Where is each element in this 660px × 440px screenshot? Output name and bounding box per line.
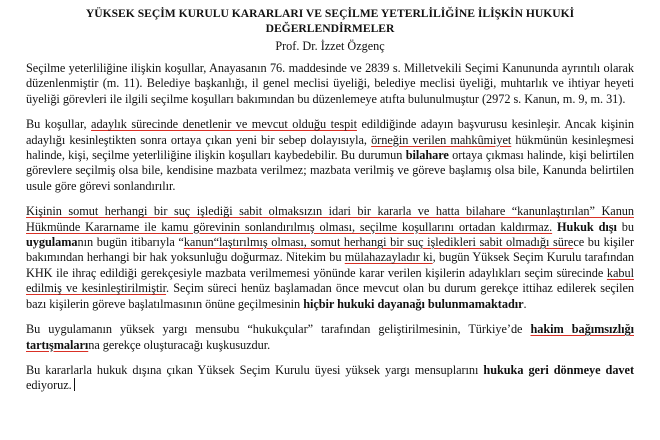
p2-text-1: Bu koşullar,: [26, 117, 92, 132]
paragraph-4[interactable]: [26, 322, 634, 353]
p4-text-2: na gerekçe oluşturacağı kuşkusuzdur.: [88, 337, 271, 352]
p3-underline-3: mülahazayladır ki: [344, 250, 433, 265]
document-title: YÜKSEK SEÇİM KURULU KARARLARI VE SEÇİLME YETERLİLİĞİNE İLİŞKİN HUKUKİ DEĞERLENDİRMELER: [85, 7, 575, 35]
p4-text-1: Bu uygulamanın yüksek yargı mensubu “hukukçular” tarafından geliştirilmesinin, Türkiye’de: [26, 322, 531, 337]
p3-text-6: .: [523, 296, 527, 311]
paragraph-1[interactable]: Seçilme yeterliliğine ilişkin koşullar, Anayasanın 76. maddesinde ve 2839 s. Milletvekili Seçimi Kanununda ayrıntılı olarak düzenlenmiştir (m. 11). Belediye başkanlığı, il genel meclisi üyeliği, belediye meclisi üyeliği, muhtarlık ve ihtiyar heyeti üyeliği görevleri ile ilgili seçilme koşulları bakımından bu düzenlemeye atıfta bulunulmuştur (2972 s. Kanun, m. 9, m. 31).: [26, 61, 634, 106]
p3-text-5: . Seçim süreci henüz başlamadan önce mevcut olan bu durum gerekçe ittihaz edilerek seçilen bazı kişilerin göreve başlatılmasının önüne geçilmesinin: [26, 281, 634, 311]
p3-underline-4: kabul edilmiş ve kesinleştirilmiştir: [26, 265, 634, 296]
paragraph-3[interactable]: [26, 204, 634, 312]
p2-underline-1: adaylık sürecinde denetlenir ve mevcut olduğu tespit: [91, 117, 357, 132]
p3-underline-1: Kişinin somut herhangi bir suç işlediği sabit olmaksızın idari bir kararla ve hatta bilahare “kanunlaştırılan” Kanun Hükmünde Kararname ile kamu görevinin sonlandırılmış olması, seçilme koşullarını ortadan kaldırmaz.: [26, 204, 634, 234]
paragraph-5[interactable]: [26, 363, 634, 394]
p2-text-4: ortaya çıkması halinde, kişi belirtilen görevlere seçilmiş olsa bile, kendisine mazbata verilmez; mazbata verilmiş ve göreve başlamış olsa bile, Kanunda belirtilen usule göre görevi sonlandırılır.: [26, 148, 634, 193]
p3-bold-3: hiçbir hukuki dayanağı bulunmamaktadır: [303, 296, 524, 311]
p3-text-1: bu: [616, 219, 634, 234]
text-cursor: [74, 378, 75, 391]
p3-text-4: , bugün Yüksek Seçim Kurulu tarafından KHK ile ihraç edildiği gerekçesiyle mazbata verilmemesi yönünde karar verilen kişilerin adaylıkları seçim sürecinde: [26, 250, 634, 280]
p2-underline-2: örneğin verilen mahkûmiyet: [371, 132, 512, 147]
p2-bold-1: bilahare: [405, 148, 449, 163]
p4-bold-1: hakim bağımsızlığı tartışmaları: [26, 322, 634, 352]
p3-bold-1: Hukuk dışı: [552, 219, 617, 234]
p2-text-2: edildiğinde adayın başvurusu kesinleşir. Ancak kişinin adaylığı kesinleştikten sonra ortaya çıkan yeni bir sebep dolayısıyla,: [26, 117, 634, 147]
p3-text-3: ce bu kişiler bakımından herhangi bir hak yoksunluğu doğurmaz. Nitekim bu: [26, 235, 634, 265]
p5-text-1: Bu kararlarla hukuk dışına çıkan Yüksek Seçim Kurulu üyesi yüksek yargı mensuplarını: [26, 362, 484, 377]
p5-bold-1: hukuka geri dönmeye davet: [483, 362, 634, 377]
paragraph-2[interactable]: [26, 117, 634, 194]
p3-bold-2: uygulama: [26, 235, 78, 250]
p3-underline-2: kanun“laştırılmış olması, somut herhangi bir suç işledikleri sabit olmadığı süre: [183, 235, 574, 250]
author-name: Prof. Dr. İzzet Özgenç: [275, 39, 385, 53]
p3-text-2: nın bugün itibarıyla “: [77, 235, 184, 250]
p5-text-2: ediyoruz.: [26, 378, 72, 393]
p2-text-3: hükmünün kesinleşmesi halinde, kişi, seçilme yeterliliğine ilişkin koşulları kaybedebilir. Bu durumun: [26, 132, 634, 163]
